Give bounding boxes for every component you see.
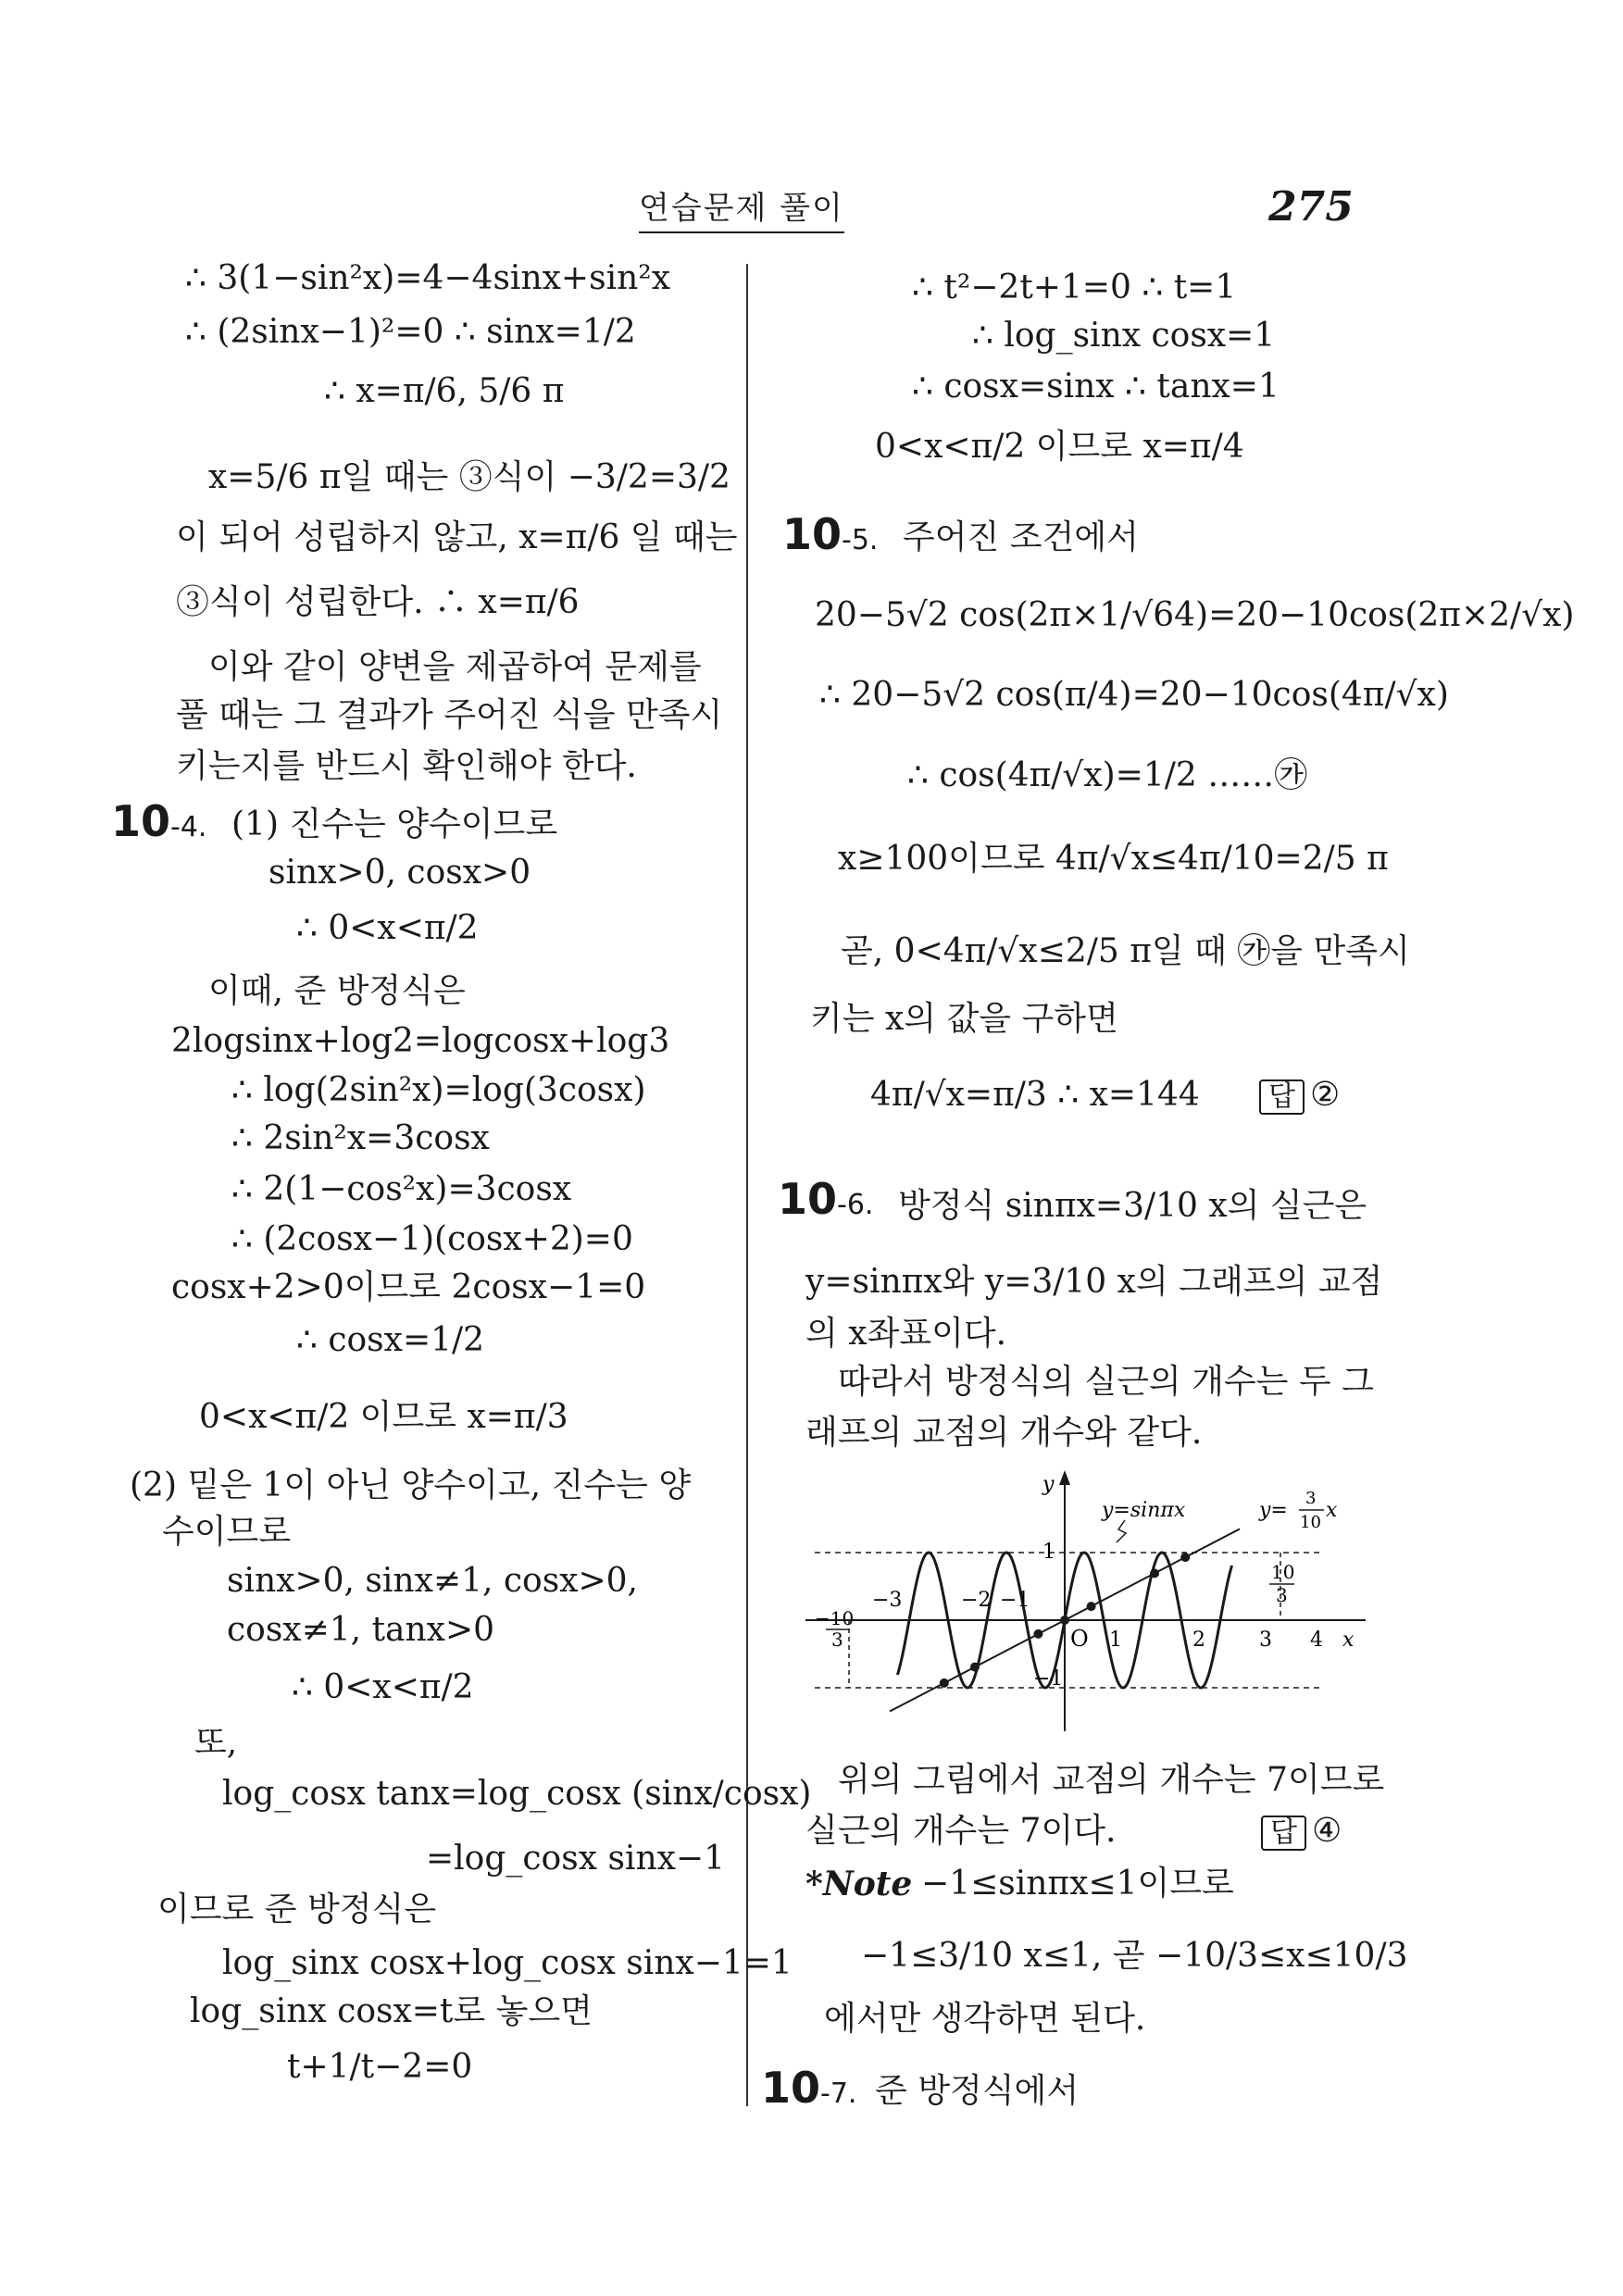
guide-label-minus-den: 3 — [831, 1628, 843, 1651]
text-line: 곧, 0<4π/√x≤2/5 π일 때 ㉮을 만족시 — [841, 932, 1410, 970]
text-line: −1≤sinπx≤1이므로 — [921, 1865, 1234, 1903]
text-line: ∴ 0<x<π/2 — [292, 1668, 474, 1706]
text-line: 에서만 생각하면 된다. — [824, 2000, 1146, 2038]
origin-label: O — [1070, 1626, 1089, 1652]
text-line: ③식이 성립한다. ∴ x=π/6 — [176, 583, 580, 621]
x-tick-neg-3: −3 — [872, 1589, 903, 1612]
text-line: 20−5√2 cos(2π×1/√64)=20−10cos(2π×2/√x) — [815, 596, 1575, 634]
intersection-point — [940, 1678, 949, 1688]
problem-number: 10 — [778, 1174, 838, 1224]
y-tick-1: 1 — [1042, 1541, 1055, 1564]
text-line: 이와 같이 양변을 제곱하여 문제를 — [208, 648, 702, 686]
guide-label-plus-num: 10 — [1271, 1561, 1295, 1583]
text-line: sinx>0, cosx>0 — [268, 854, 531, 892]
text-line: x=5/6 π일 때는 ③식이 −3/2=3/2 — [208, 458, 730, 496]
legend-line-prefix: y= — [1259, 1499, 1288, 1522]
problem-suffix: -4. — [170, 811, 207, 843]
text-line: 래프의 교점의 개수와 같다. — [805, 1414, 1203, 1452]
page-number: 275 — [1268, 183, 1354, 231]
text-line: =log_cosx sinx−1 — [426, 1840, 725, 1878]
text-line: ∴ log(2sin²x)=log(3cosx) — [231, 1071, 646, 1109]
problem-suffix: -7. — [820, 2078, 857, 2110]
answer-value: ④ — [1311, 1812, 1342, 1850]
text-line: ∴ (2cosx−1)(cosx+2)=0 — [231, 1220, 633, 1258]
text-line: 풀 때는 그 결과가 주어진 식을 만족시 — [176, 696, 723, 734]
problem-number: 10 — [111, 796, 171, 846]
answer-label: 답 — [1259, 1079, 1305, 1115]
text-line: ∴ 20−5√2 cos(π/4)=20−10cos(4π/√x) — [819, 676, 1449, 714]
text-line: 키는지를 반드시 확인해야 한다. — [176, 747, 637, 785]
answer-value: ② — [1309, 1076, 1341, 1114]
legend-line-den: 10 — [1300, 1513, 1321, 1532]
text-line: t+1/t−2=0 — [287, 2048, 473, 2086]
header-title: 연습문제 풀이 — [639, 182, 844, 233]
problem-10-5-heading — [782, 509, 878, 559]
problem-10-4-heading — [111, 796, 206, 846]
text-line: 위의 그림에서 교점의 개수는 7이므로 — [838, 1761, 1385, 1799]
guide-label-plus-den: 3 — [1276, 1584, 1288, 1606]
text-line: sinx>0, sinx≠1, cosx>0, — [227, 1562, 638, 1600]
x-tick-1: 1 — [1109, 1628, 1122, 1652]
guide-label-minus-num: −10 — [815, 1607, 855, 1629]
legend-sin: y=sinπx — [1102, 1499, 1186, 1522]
column-divider — [746, 264, 748, 2106]
problem-10-7-heading — [761, 2063, 856, 2113]
text-line: −1≤3/10 x≤1, 곧 −10/3≤x≤10/3 — [861, 1937, 1408, 1975]
text-line: cosx≠1, tanx>0 — [227, 1611, 495, 1649]
text-line: y=sinπx와 y=3/10 x의 그래프의 교점 — [805, 1263, 1383, 1301]
text-line: 실근의 개수는 7이다. — [805, 1812, 1117, 1850]
text-line: ∴ 2sin²x=3cosx — [231, 1119, 490, 1157]
legend-line-var: x — [1326, 1499, 1338, 1522]
note-label: *Note — [805, 1865, 913, 1903]
legend-line-num: 3 — [1305, 1489, 1317, 1508]
text-line: 이때, 준 방정식은 — [208, 972, 466, 1010]
text-line: ∴ t²−2t+1=0 ∴ t=1 — [912, 268, 1237, 306]
problem-number: 10 — [761, 2063, 821, 2113]
x-tick-neg-2: −2 — [961, 1589, 992, 1612]
text-line: log_sinx cosx=t로 놓으면 — [190, 1992, 593, 2030]
axis-y-label: y — [1042, 1473, 1055, 1496]
text-line: log_cosx tanx=log_cosx (sinx/cosx) — [222, 1775, 812, 1813]
x-tick-3: 3 — [1259, 1628, 1272, 1652]
legend-sin-pointer — [1117, 1520, 1126, 1542]
intersection-point — [1180, 1553, 1190, 1562]
text-line: 2logsinx+log2=logcosx+log3 — [171, 1022, 670, 1060]
text-line: ∴ cosx=1/2 — [296, 1321, 485, 1359]
answer-label: 답 — [1261, 1816, 1306, 1851]
text-line: 주어진 조건에서 — [903, 518, 1139, 556]
y-axis-arrow — [1059, 1470, 1070, 1485]
intersection-point — [1087, 1602, 1096, 1611]
text-line: 의 x좌표이다. — [805, 1315, 1007, 1353]
text-line: 또, — [194, 1724, 238, 1762]
problem-suffix: -5. — [842, 524, 879, 556]
text-line: ∴ (2sinx−1)²=0 ∴ sinx=1/2 — [185, 313, 636, 351]
problem-10-6-heading — [778, 1174, 873, 1224]
problem-number: 10 — [782, 509, 843, 559]
text-line: 방정식 sinπx=3/10 x의 실근은 — [898, 1187, 1367, 1225]
text-line: 4π/√x=π/3 ∴ x=144 — [870, 1076, 1200, 1114]
text-line: (2) 밑은 1이 아닌 양수이고, 진수는 양 — [130, 1466, 692, 1504]
answer-10-5 — [1259, 1074, 1340, 1117]
intersection-point — [1060, 1616, 1069, 1625]
intersection-point — [1150, 1568, 1159, 1578]
text-line: 0<x<π/2 이므로 x=π/4 — [875, 428, 1244, 466]
text-line: ∴ 2(1−cos²x)=3cosx — [231, 1170, 572, 1208]
text-line: log_sinx cosx+log_cosx sinx−1=1 — [222, 1944, 793, 1982]
text-line: ∴ 0<x<π/2 — [296, 909, 479, 947]
text-line: ∴ cosx=sinx ∴ tanx=1 — [912, 368, 1280, 406]
text-line: 0<x<π/2 이므로 x=π/3 — [199, 1398, 568, 1436]
text-line: ∴ 3(1−sin²x)=4−4sinx+sin²x — [185, 259, 671, 297]
text-line: 이 되어 성립하지 않고, x=π/6 일 때는 — [176, 518, 738, 556]
answer-10-6 — [1261, 1810, 1342, 1853]
text-line: 이므로 준 방정식은 — [157, 1890, 437, 1928]
problem-suffix: -6. — [837, 1189, 874, 1221]
x-tick-2: 2 — [1192, 1628, 1205, 1652]
x-tick-4: 4 — [1310, 1628, 1323, 1652]
text-line: ∴ log_sinx cosx=1 — [972, 317, 1276, 355]
text-line: ∴ x=π/6, 5/6 π — [324, 372, 565, 410]
intersection-point — [1033, 1629, 1042, 1639]
text-line: 수이므로 — [162, 1513, 292, 1551]
text-line: ∴ cos(4π/√x)=1/2 ……㉮ — [907, 756, 1308, 794]
text-line: (1) 진수는 양수이므로 — [231, 805, 558, 843]
text-line: 준 방정식에서 — [875, 2072, 1080, 2110]
y-tick-neg-1: −1 — [1033, 1667, 1064, 1691]
intersection-point — [970, 1663, 980, 1672]
axis-x-label: x — [1342, 1628, 1355, 1652]
sine-line-graph — [805, 1463, 1389, 1741]
x-tick-neg-1: −1 — [1000, 1589, 1030, 1612]
text-line: 따라서 방정식의 실근의 개수는 두 그 — [838, 1363, 1374, 1401]
text-line: cosx+2>0이므로 2cosx−1=0 — [171, 1268, 646, 1306]
text-line: 키는 x의 값을 구하면 — [810, 1000, 1118, 1038]
text-line: x≥100이므로 4π/√x≤4π/10=2/5 π — [838, 840, 1389, 878]
